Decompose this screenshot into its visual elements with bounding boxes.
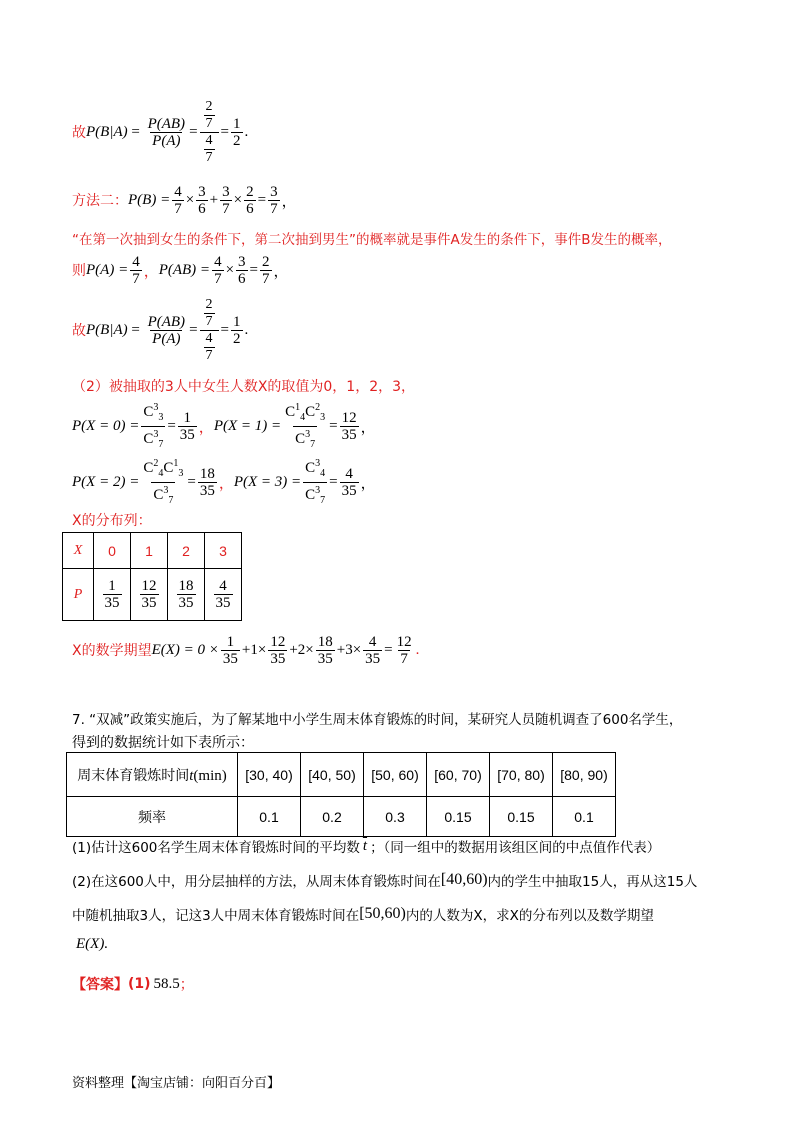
- part-two-line: （2）被抽取的3人中女生人数X的取值为0，1，2，3，: [72, 379, 416, 395]
- freq-cell: 0.3: [364, 797, 427, 837]
- x-value: 2: [168, 533, 205, 569]
- frequency-table: [66, 752, 616, 837]
- interval-cell: [70, 80): [490, 753, 553, 797]
- interval-cell: [50, 60): [364, 753, 427, 797]
- x-value: 1: [131, 533, 168, 569]
- answer-line: 【答案】 (1) 58.5 ；: [72, 975, 194, 993]
- q7-sub2-line2: 中随机抽取3人，记这3人中周末体育锻炼时间在 [50,60) 内的人数为X，求X的分布列以及数学期望: [72, 905, 654, 924]
- conditional-prob-block-2: 故 P(B|A) = $\frac{P(AB)}{P(A)}$ = $\frac{\frac{2}{7}}{\frac{4}{7}}$ = $\frac{1}{2}$ .: [72, 296, 249, 363]
- freq-cell: 0.1: [553, 797, 616, 837]
- p-value: $\frac{1}{35}$: [94, 569, 131, 621]
- p-value: $\frac{4}{35}$: [205, 569, 242, 621]
- px2-px3-line: P(X = 2) = $\frac{C^2_4C^1_3}{C^3_7}$ = $\frac{18}{35}$ ， P(X = 3) = $\frac{C^3_4}{C^3_7}$ = $\frac{4}{35}$ ，: [72, 462, 376, 502]
- fraction-pab-over-pa: $\frac{P(AB)}{P(A)}$: [147, 115, 186, 149]
- px0-px1-line: P(X = 0) = $\frac{C^3_3}{C^3_7}$ = $\frac{1}{35}$ ， P(X = 1) = $\frac{C^1_4C^2_3}{C^3_7}$ = $\frac{12}{35}$ ，: [72, 406, 376, 446]
- expectation-line: X的数学期望 E(X) = 0 × $\frac{1}{35}$ +1× $\frac{12}{35}$ +2× $\frac{18}{35}$ +3× $\frac{4}{35}$ = $\frac{12}{7}$ .: [72, 633, 420, 667]
- q7-sub2-line3: E(X).: [76, 936, 109, 952]
- then-line: 则 P(A) = $\frac{4}{7}$ ， P(AB) = $\frac{4}{7}$ × $\frac{3}{6}$ = $\frac{2}{7}$ ，: [72, 253, 289, 287]
- answer-value: 58.5: [153, 975, 180, 992]
- interval-cell: [60, 70): [427, 753, 490, 797]
- footer: 资料整理【淘宝店铺：向阳百分百】: [72, 1076, 281, 1091]
- q7-sub1: (1)估计这600名学生周末体育锻炼时间的平均数 $\overline{t}$ ；（同一组中的数据用该组区间的中点值作代表）: [72, 837, 661, 856]
- q7-sub2-line1: (2)在这600人中，用分层抽样的方法，从周末体育锻炼时间在 [40,60) 内的学生中抽取15人，再从这15人: [72, 871, 698, 890]
- header-cell: 周末体育锻炼时间t(min): [67, 753, 238, 797]
- p-value: $\frac{18}{35}$: [168, 569, 205, 621]
- x-value: 0: [94, 533, 131, 569]
- prefix-text: 故: [72, 125, 86, 141]
- freq-cell: 0.15: [427, 797, 490, 837]
- distribution-table: [62, 532, 242, 621]
- q7-line-1: 7. “双减”政策实施后，为了解某地中小学生周末体育锻炼的时间，某研究人员随机调查了600名学生，: [72, 712, 683, 728]
- row-x-label: X: [63, 533, 94, 569]
- interval-cell: [40, 50): [301, 753, 364, 797]
- quote-line: “在第一次抽到女生的条件下，第二次抽到男生”的概率就是事件A发生的条件下，事件B发生的概率，: [72, 232, 672, 248]
- distribution-title: X的分布列：: [72, 513, 152, 529]
- freq-cell: 0.15: [490, 797, 553, 837]
- method-two-line: 方法二： P(B) = $\frac{4}{7}$ × $\frac{3}{6}$ + $\frac{3}{7}$ × $\frac{2}{6}$ = $\frac{3}{7}$ ，: [72, 183, 297, 217]
- answer-label: 【答案】: [72, 977, 128, 993]
- q7-line-2: 得到的数据统计如下表所示：: [72, 735, 254, 751]
- interval-cell: [80, 90): [553, 753, 616, 797]
- p-value: $\frac{12}{35}$: [131, 569, 168, 621]
- method-two-label: 方法二：: [72, 193, 128, 209]
- conditional-prob-block-1: 故 P(B|A) = $\frac{P(AB)}{P(A)}$ = $\frac{\frac{2}{7}}{\frac{4}{7}}$ = $\frac{1}{2}$ .: [72, 98, 249, 165]
- freq-cell: 0.2: [301, 797, 364, 837]
- freq-cell: 0.1: [238, 797, 301, 837]
- result-fraction: $\frac{1}{2}$: [233, 115, 241, 149]
- x-value: 3: [205, 533, 242, 569]
- interval-cell: [30, 40): [238, 753, 301, 797]
- compound-fraction: $\frac{\frac{2}{7}}{\frac{4}{7}}$: [200, 99, 219, 166]
- lhs-expr: P(B|A): [86, 123, 128, 140]
- row-p-label: P: [63, 569, 94, 621]
- row-label: 频率: [67, 797, 238, 837]
